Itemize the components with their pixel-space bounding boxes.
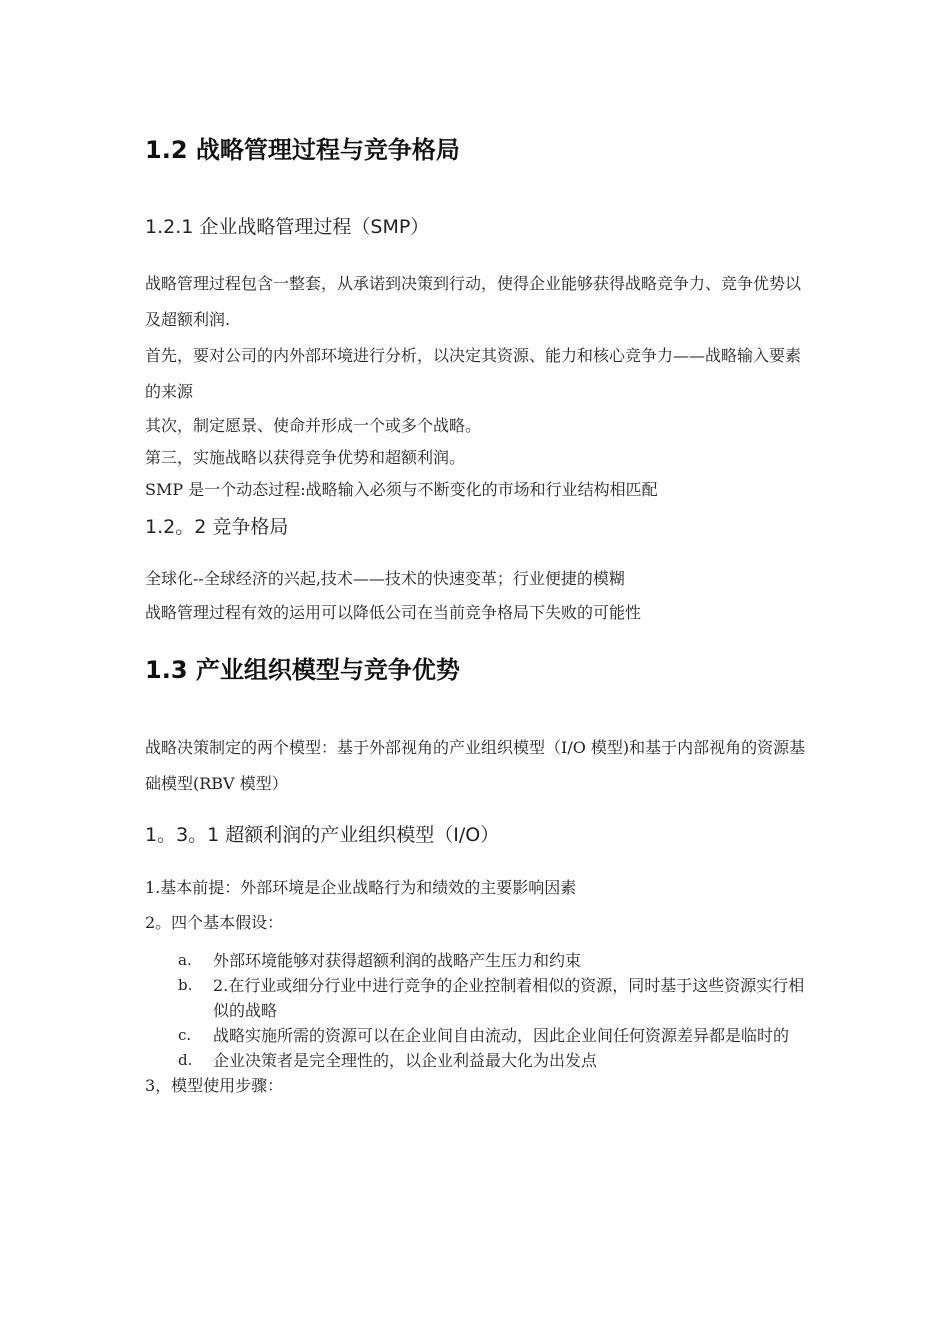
heading-1-2: 1.2 战略管理过程与竞争格局 xyxy=(145,136,460,164)
paragraph-smp-second: 其次，制定愿景、使命并形成一个或多个战略。 xyxy=(145,416,482,435)
paragraph-smp-effective: 战略管理过程有效的运用可以降低公司在当前竞争格局下失败的可能性 xyxy=(145,603,642,622)
list-marker: b. xyxy=(178,976,193,994)
list-item-text: 战略实施所需的资源可以在企业间自由流动，因此企业间任何资源差异都是临时的 xyxy=(213,1026,790,1045)
list-marker: a. xyxy=(178,951,192,969)
paragraph-smp-definition: 战略管理过程包含一整套，从承诺到决策到行动，使得企业能够获得战略竞争力、竞争优势以及超额利润. xyxy=(145,274,802,329)
heading-1-3-1: 1。3。1 超额利润的产业组织模型（I/O） xyxy=(145,824,500,846)
document-content xyxy=(145,128,813,1099)
list-item-text: 企业决策者是完全理性的，以企业利益最大化为出发点 xyxy=(213,1051,598,1070)
paragraph-model-steps: 3，模型使用步骤： xyxy=(145,1076,284,1095)
paragraph-four-assumptions: 2。四个基本假设： xyxy=(145,913,284,932)
list-item xyxy=(145,1023,813,1048)
list-item xyxy=(145,973,813,1023)
heading-1-2-1: 1.2.1 企业战略管理过程（SMP） xyxy=(145,216,430,238)
paragraph-globalization: 全球化--全球经济的兴起,技术——技术的快速变革；行业便捷的模糊 xyxy=(145,569,625,588)
list-item xyxy=(145,948,813,973)
list-item-text: 外部环境能够对获得超额利润的战略产生压力和约束 xyxy=(213,951,582,970)
list-marker: c. xyxy=(178,1026,192,1044)
heading-1-2-2: 1.2。2 竞争格局 xyxy=(145,516,289,538)
assumption-list xyxy=(145,948,813,1073)
heading-1-3: 1.3 产业组织模型与竞争优势 xyxy=(145,656,460,684)
paragraph-smp-first: 首先，要对公司的内外部环境进行分析，以决定其资源、能力和核心竞争力——战略输入要素的来源 xyxy=(145,346,802,401)
paragraph-smp-third: 第三，实施战略以获得竞争优势和超额利润。 xyxy=(145,448,466,467)
paragraph-smp-dynamic: SMP 是一个动态过程:战略输入必须与不断变化的市场和行业结构相匹配 xyxy=(145,480,658,499)
paragraph-two-models: 战略决策制定的两个模型：基于外部视角的产业组织模型（I/O 模型)和基于内部视角的资源基础模型(RBV 模型） xyxy=(145,738,806,793)
list-item-text: 2.在行业或细分行业中进行竞争的企业控制着相似的资源，同时基于这些资源实行相似的战略 xyxy=(213,976,805,1020)
list-marker: d. xyxy=(178,1051,193,1069)
paragraph-basic-premise: 1.基本前提：外部环境是企业战略行为和绩效的主要影响因素 xyxy=(145,878,577,897)
list-item xyxy=(145,1048,813,1073)
